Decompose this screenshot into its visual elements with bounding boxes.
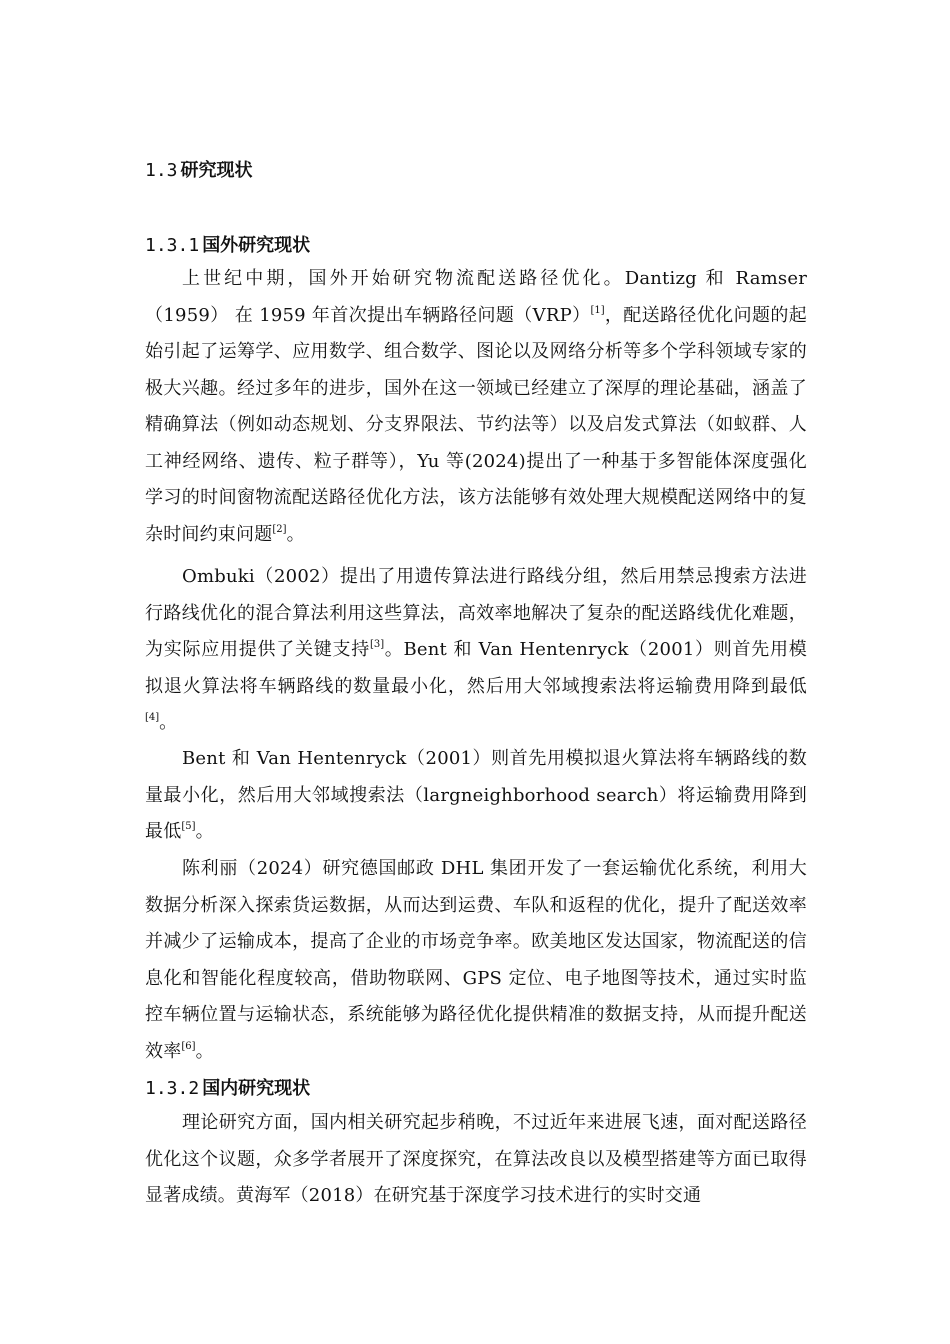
paragraph-text: 陈利丽（2024）研究德国邮政 DHL 集团开发了一套运输优化系统，利用大数据分析深入探索货运数据，从而达到运费、车队和返程的优化，提升了配送效率并减少了运输成本，提高了企业的市场竞争率。欧美地区发达国家，物流配送的信息化和智能化程度较高，借助物联网、GPS 定位、电子地图等技术，通过实时监控车辆位置与运输状态，系统能够为路径优化提供精准的数据支持，从而提升配送效率 [145,858,807,1062]
subsection-title: 国内研究现状 [202,1078,311,1099]
paragraph-text: 。 [195,1040,214,1062]
subsection-number: 1.3.2 [145,1078,200,1099]
paragraph-text: 理论研究方面，国内相关研究起步稍晚，不过近年来进展飞速，面对配送路径优化这个议题，众多学者展开了深度探究，在算法改良以及模型搭建等方面已取得显著成绩。黄海军（2018）在研究基于深度学习技术进行的实时交通 [145,1112,807,1206]
paragraph-text: 。 [195,821,214,842]
subsection-heading-foreign [145,234,310,258]
subsection-heading-domestic [145,1077,310,1101]
paragraph-4 [145,851,807,1070]
citation-ref: [2] [272,523,287,535]
paragraph-text: Ombuki（2002）提出了用遗传算法进行路线分组，然后用禁忌搜索方法进行路线优化的混合算法利用这些算法，高效率地解决了复杂的配送路线优化难题，为实际应用提供了关键支持 [145,566,807,660]
paragraph-text: 上世纪中期，国外开始研究物流配送路径优化。Dantizg 和 Ramser（1959） 在 1959 年首次提出车辆路径问题（VRP） [145,268,807,326]
citation-ref: [5] [181,821,196,832]
section-heading [145,159,253,183]
section-title: 研究现状 [180,160,253,181]
paragraph-text: Bent 和 Van Hentenryck（2001）则首先用模拟退火算法将车辆路线的数量最小化，然后用大邻域搜索法（largneighborhood search）将运输费用降到最低 [145,748,807,842]
paragraph-5 [145,1105,807,1215]
paragraph-text: 。 [286,523,305,545]
citation-ref: [1] [590,304,605,316]
paragraph-2 [145,559,807,742]
paragraph-text: 。 [159,712,178,733]
subsection-number: 1.3.1 [145,235,200,256]
section-number: 1.3 [145,160,178,181]
subsection-title: 国外研究现状 [202,235,311,256]
citation-ref: [4] [145,712,160,723]
paragraph-text: ，配送路径优化问题的起始引起了运筹学、应用数学、组合数学、图论以及网络分析等多个学科领域专家的极大兴趣。经过多年的进步，国外在这一领域已经建立了深厚的理论基础，涵盖了精确算法（例如动态规划、分支界限法、节约法等）以及启发式算法（如蚁群、人工神经网络、遗传、粒子群等），Yu 等(2024)提出了一种基于多智能体深度强化学习的时间窗物流配送路径优化方法，该方法能够有效处理大规模配送网络中的复杂时间约束问题 [145,304,807,545]
citation-ref: [3] [370,639,385,650]
paragraph-1 [145,261,807,553]
paragraph-3 [145,741,807,851]
citation-ref: [6] [181,1040,196,1052]
paragraph-text: 。Bent 和 Van Hentenryck（2001）则首先用模拟退火算法将车辆路线的数量最小化，然后用大邻域搜索法将运输费用降到最低 [145,639,807,697]
